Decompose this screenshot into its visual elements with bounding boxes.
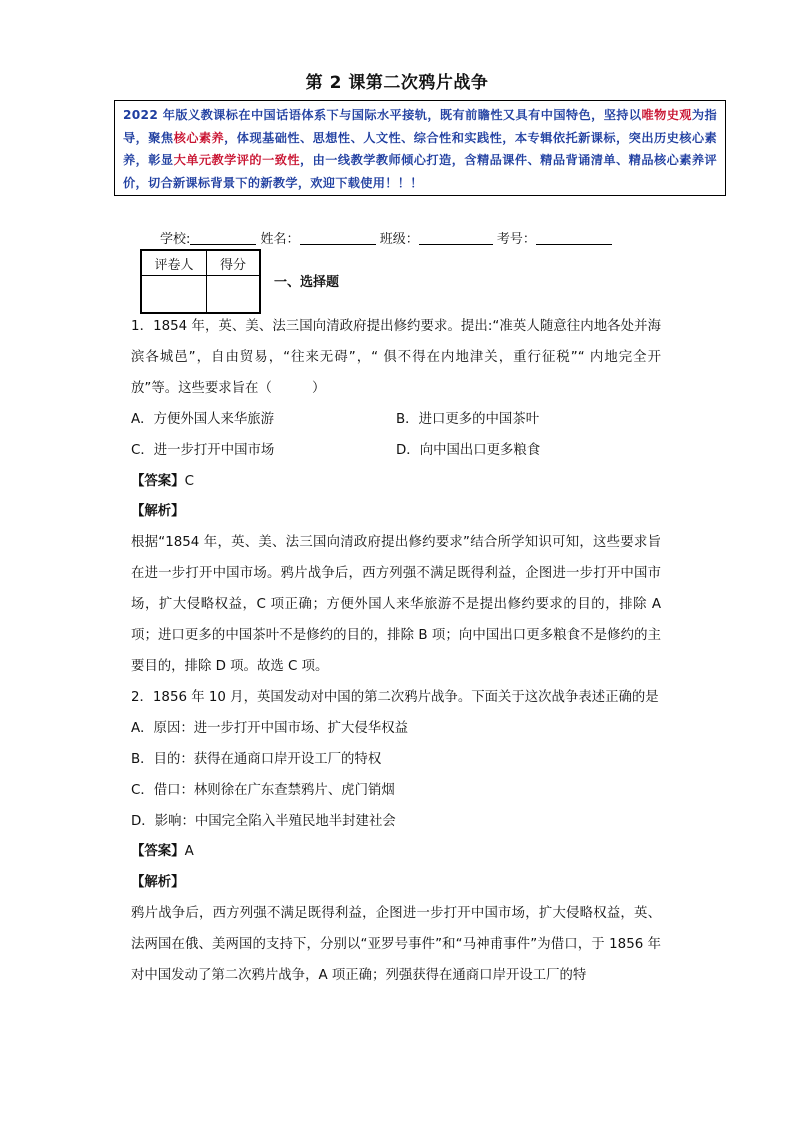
q2-stem: 2．1856 年 10 月，英国发动对中国的第二次鸦片战争。下面关于这次战争表述正确的是	[131, 689, 659, 705]
score-table	[140, 249, 261, 314]
intro-notice: 2022 年版义教课标在中国话语体系下与国际水平接轨，既有前瞻性又具有中国特色，坚持以唯物史观为指导，聚焦核心素养，体现基础性、思想性、人文性、综合性和实践性，本专辑依托新课标，突出历史核心素养，彰显大单元教学评的一致性，由一线教学教师倾心打造，含精品课件、精品背诵清单、精品核心素养评价，切合新课标背景下的新教学，欢迎下载使用！！！	[114, 100, 726, 196]
q1-analysis: 根据“1854 年，英、美、法三国向清政府提出修约要求”结合所学知识可知，这些要求旨在进一步打开中国市场。鸦片战争后，西方列强不满足既得利益，企图进一步打开中国市场，扩大侵略权益，C 项正确；方便外国人来华旅游不是提出修约要求的目的，排除 A 项；进口更多的中国茶叶不是修约的目的，排除 B 项；向中国出口更多粮食不是修约的主要目的，排除 D 项。故选 C 项。	[131, 535, 661, 674]
q2-analysis-label: 【解析】	[131, 875, 185, 891]
q1-stem: 1．1854 年，英、美、法三国向清政府提出修约要求。提出:“准英人随意往内地各处并海滨各城邑”，自由贸易，“往来无碍”，“ 俱不得在内地津关，重行征税”“ 内地完全开放”等。这些要求旨在（ ）	[131, 319, 661, 396]
q1-options-row-1	[131, 405, 661, 436]
q1-option-d: D．向中国出口更多粮食	[396, 442, 541, 458]
q1-options-row-2	[131, 436, 661, 467]
q2-option-a: A．原因：进一步打开中国市场、扩大侵华权益	[131, 720, 408, 736]
q2-option-d: D．影响：中国完全陷入半殖民地半封建社会	[131, 813, 396, 829]
q2-analysis: 鸦片战争后，西方列强不满足既得利益，企图进一步打开中国市场，扩大侵略权益，英、法两国在俄、美两国的支持下，分别以“亚罗号事件”和“马神甫事件”为借口，于 1856 年对中国发动了第二次鸦片战争，A 项正确；列强获得在通商口岸开设工厂的特	[131, 906, 661, 984]
student-info-row	[160, 228, 612, 247]
q1-option-b: B．进口更多的中国茶叶	[396, 411, 540, 427]
q2-option-c: C．借口：林则徐在广东查禁鸦片、虎门销烟	[131, 782, 395, 798]
class-blank[interactable]	[419, 230, 493, 245]
number-label: 考号：	[496, 232, 536, 247]
section-heading: 一、选择题	[274, 275, 340, 290]
q1-option-a: A．方便外国人来华旅游	[131, 411, 275, 427]
grader-cell[interactable]	[141, 276, 207, 314]
school-label: 学校:	[160, 232, 191, 247]
q1-option-c: C．进一步打开中国市场	[131, 442, 275, 458]
q1-answer: 【答案】C	[131, 473, 194, 489]
name-label: 姓名：	[260, 232, 300, 247]
q2-option-b: B．目的：获得在通商口岸开设工厂的特权	[131, 751, 382, 767]
school-blank[interactable]	[190, 230, 256, 245]
q1-analysis-label: 【解析】	[131, 504, 185, 520]
grader-header: 评卷人	[141, 250, 207, 276]
score-cell[interactable]	[207, 276, 261, 314]
class-label: 班级：	[379, 232, 419, 247]
number-blank[interactable]	[536, 230, 612, 245]
score-header: 得分	[207, 250, 261, 276]
page-title: 第 2 课第二次鸦片战争	[305, 73, 489, 93]
question-content	[131, 312, 661, 992]
q2-answer: 【答案】A	[131, 844, 194, 860]
name-blank[interactable]	[300, 230, 376, 245]
